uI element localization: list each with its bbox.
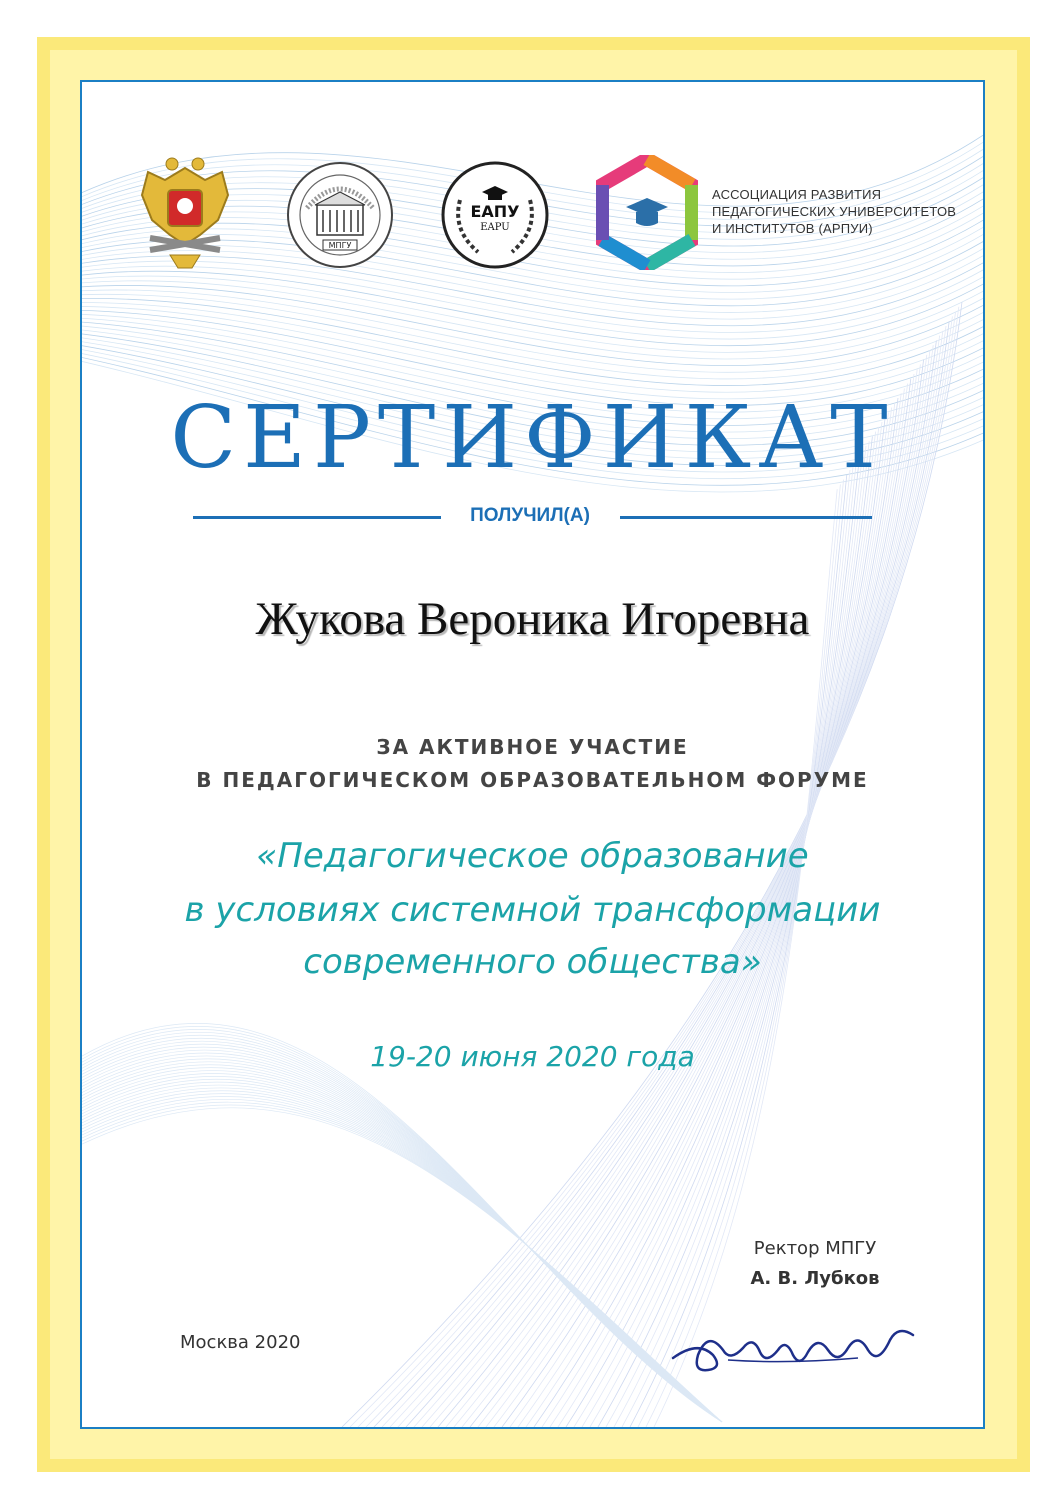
ministry-emblem-icon <box>130 150 240 275</box>
divider-left <box>193 516 441 519</box>
wave-line <box>82 285 983 365</box>
event-dates: 19-20 июня 2020 года <box>370 1040 695 1073</box>
forum-line-3: современного общества» <box>303 942 762 982</box>
wave-line <box>82 1059 722 1422</box>
city-year: Москва 2020 <box>180 1332 301 1353</box>
recipient-name: Жукова Вероника Игоревна <box>255 593 810 645</box>
forum-line-1: «Педагогическое образование <box>256 836 809 876</box>
arpui-line: И ИНСТИТУТОВ (АРПУИ) <box>712 221 873 236</box>
eapu-latin-label: EAPU <box>480 222 510 233</box>
wave-line <box>82 290 983 372</box>
wave-line <box>382 326 946 1427</box>
arpui-hexagon-icon <box>596 155 698 270</box>
wave-line <box>82 281 983 359</box>
award-line-2: В ПЕДАГОГИЧЕСКОМ ОБРАЗОВАТЕЛЬНОМ ФОРУМЕ <box>196 768 869 792</box>
wave-line <box>82 1065 722 1422</box>
certificate-title: СЕРТИФИКАТ <box>170 388 895 488</box>
arpui-line: АССОЦИАЦИЯ РАЗВИТИЯ <box>712 187 882 202</box>
wave-line <box>82 1044 722 1422</box>
mpgu-seal-icon <box>285 160 395 270</box>
received-label: ПОЛУЧИЛ(А) <box>470 505 590 526</box>
eapu-label: ЕАПУ <box>470 202 520 221</box>
divider-right <box>620 516 872 519</box>
rector-title: Ректор МПГУ <box>753 1238 877 1259</box>
award-line-1: ЗА АКТИВНОЕ УЧАСТИЕ <box>376 735 689 759</box>
mpgu-seal-label: МПГУ <box>328 241 352 250</box>
forum-line-2: в условиях системной трансформации <box>184 890 881 930</box>
wave-line <box>82 1035 722 1422</box>
wave-line <box>82 266 983 339</box>
rector-name: А. В. Лубков <box>750 1268 880 1289</box>
wave-line <box>82 1041 722 1422</box>
arpui-line: ПЕДАГОГИЧЕСКИХ УНИВЕРСИТЕТОВ <box>712 204 957 219</box>
arpui-text-block <box>712 186 956 237</box>
wave-line <box>390 331 943 1427</box>
rector-signature <box>668 1310 928 1380</box>
